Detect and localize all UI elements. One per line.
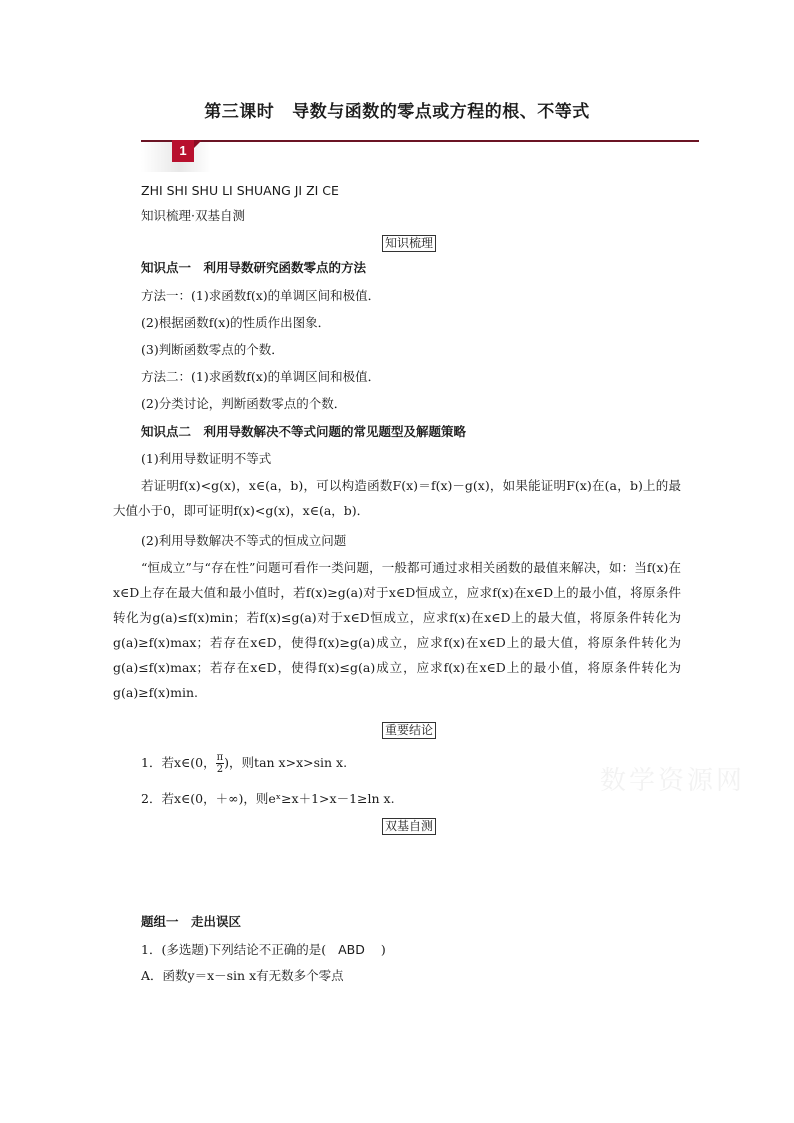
- question-1-answer: ABD: [338, 942, 365, 957]
- fraction-denominator: 2: [216, 764, 224, 775]
- selftest-box-label: 双基自测: [382, 818, 436, 835]
- kp1-line-5: (2)分类讨论，判断函数零点的个数．: [141, 396, 347, 411]
- lesson-topic: 导数与函数的零点或方程的根、不等式: [292, 102, 590, 122]
- badge-tail: [194, 140, 202, 148]
- fraction-numerator: π: [216, 752, 224, 763]
- conclusions-box-label: 重要结论: [382, 722, 436, 739]
- pinyin-heading: ZHI SHI SHU LI SHUANG JI ZI CE: [141, 183, 339, 198]
- kp2-heading: 知识点二 利用导数解决不等式问题的常见题型及解题策略: [141, 424, 467, 439]
- kp2-paragraph-1: 若证明f(x)<g(x)，x∈(a，b)，可以构造函数F(x)＝f(x)－g(x)，如果能证明F(x)在(a，b)上的最大值小于0，即可证明f(x)<g(x)，x∈(a，b)．: [113, 478, 681, 518]
- kp1-line-2: (2)根据函数f(x)的性质作出图象．: [141, 315, 331, 330]
- kp1-heading: 知识点一 利用导数研究函数零点的方法: [141, 260, 367, 275]
- watermark: 数学资源网: [600, 766, 746, 796]
- kp2-paragraph-2: “恒成立”与“存在性”问题可看作一类问题，一般都可通过求相关函数的最值来解决，如：当f(x)在x∈D上存在最大值和最小值时，若f(x)≥g(a)对于x∈D恒成立，应求f(x)在x∈D上的最小值，将原条件转化为g(a)≤f(x)min；若f(x)≤g(a)对于x∈D恒成立，应求f(x)在x∈D上的最大值，将原条件转化为g(a)≥f(x)max；若存在x∈D，使得f(x)≥g(a)成立，应求f(x)在x∈D上的最大值，将原条件转化为g(a)≤f(x)max；若存在x∈D，使得f(x)≤g(a)成立，应求f(x)在x∈D上的最小值，将原条件转化为g(a)≥f(x)min.: [113, 560, 681, 700]
- header-rule: [141, 140, 699, 142]
- conclusion-1-prefix: 1．若x∈(0，: [141, 755, 216, 770]
- exercise-group-heading: 题组一 走出误区: [141, 914, 242, 929]
- section-heading: 知识梳理·双基自测: [141, 208, 245, 223]
- kp2-sub1: (1)利用导数证明不等式: [141, 451, 272, 466]
- section-number-badge: 1: [172, 140, 194, 162]
- kp1-line-3: (3)判断函数零点的个数．: [141, 342, 284, 357]
- kp1-line-1: 方法一：(1)求函数f(x)的单调区间和极值．: [141, 288, 381, 303]
- knowledge-box-label: 知识梳理: [382, 235, 436, 252]
- kp1-line-4: 方法二：(1)求函数f(x)的单调区间和极值．: [141, 369, 381, 384]
- question-1: [141, 942, 386, 958]
- question-1-stem: 1．(多选题)下列结论不正确的是(: [141, 942, 327, 957]
- question-1-close: ): [380, 942, 386, 957]
- pi-over-2-fraction: [216, 752, 225, 775]
- conclusion-1: [141, 752, 347, 775]
- conclusion-1-suffix: )，则tan x>x>sin x.: [224, 755, 348, 770]
- kp2-sub2: (2)利用导数解决不等式的恒成立问题: [141, 533, 347, 548]
- conclusion-2: 2．若x∈(0，＋∞)，则eˣ≥x＋1>x－1≥ln x.: [141, 791, 395, 806]
- page-title: [0, 97, 794, 122]
- lesson-label: 第三课时: [204, 102, 275, 122]
- option-a: A．函数y＝x－sin x有无数多个零点: [141, 968, 344, 983]
